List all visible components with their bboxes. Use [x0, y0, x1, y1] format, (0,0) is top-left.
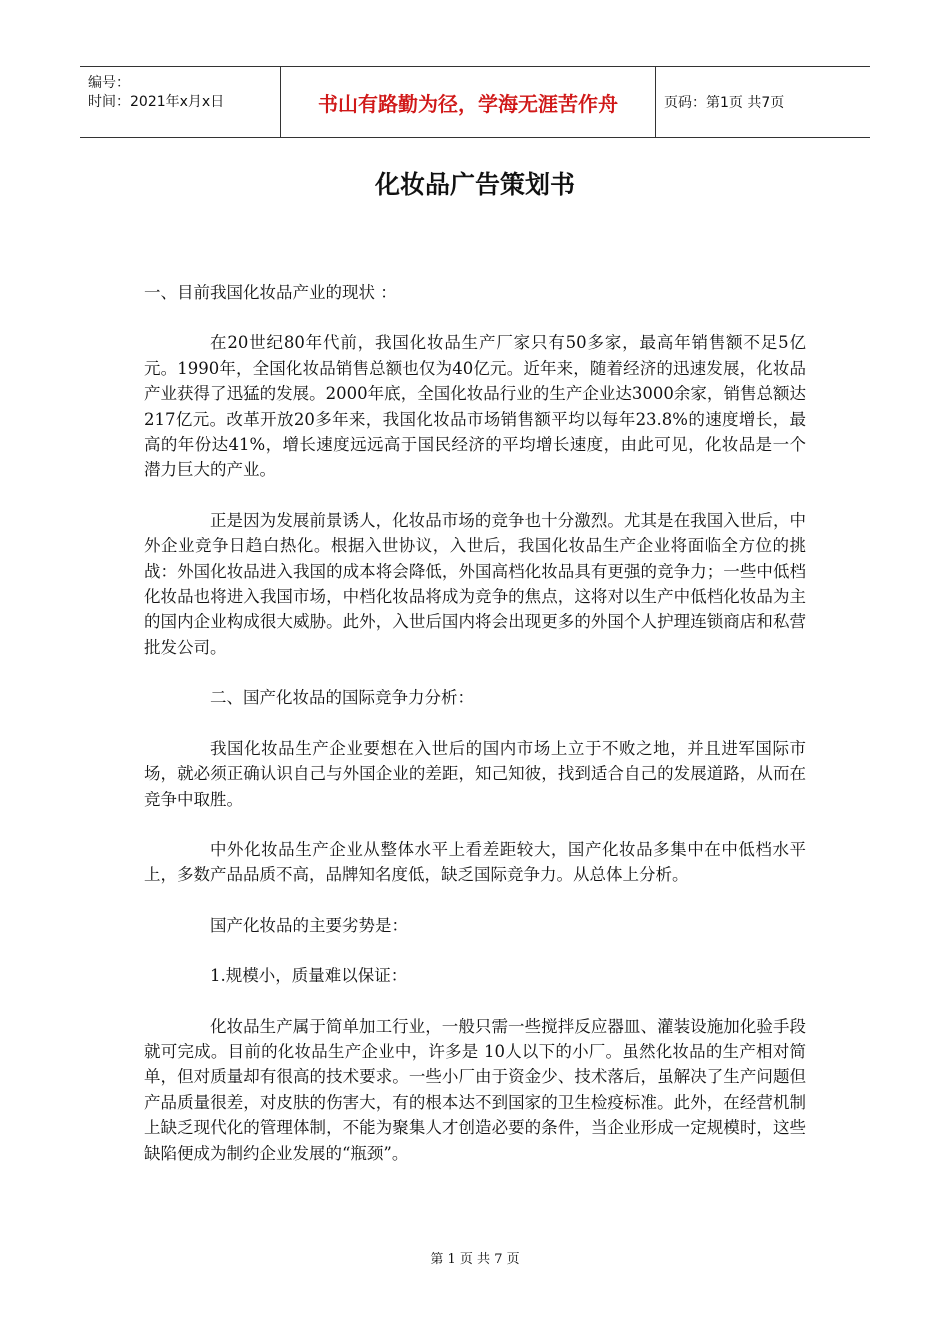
paragraph: 我国化妆品生产企业要想在入世后的国内市场上立于不败之地，并且进军国际市场，就必须正确认识自己与外国企业的差距，知己知彼，找到适合自己的发展道路，从而在竞争中取胜。 — [144, 738, 806, 809]
page-footer: 第 1 页 共 7 页 — [430, 1252, 520, 1267]
document-title: 化妆品广告策划书 — [374, 170, 575, 199]
document-body — [144, 280, 806, 1191]
page-header — [80, 66, 870, 138]
number-label: 编号： — [88, 75, 130, 91]
paragraph: 在20世纪80年代前，我国化妆品生产厂家只有50多家，最高年销售额不足5亿元。1990年，全国化妆品销售总额也仅为40亿元。近年来，随着经济的迅速发展，化妆品产业获得了迅猛的发展。2000年底，全国化妆品行业的生产企业达3000余家，销售总额达217亿元。改革开放20多年来，我国化妆品市场销售额平均以每年23.8%的速度增长，最高的年份达41%，增长速度远远高于国民经济的平均增长速度，由此可见，化妆品是一个潜力巨大的产业。 — [144, 333, 806, 480]
section-heading-2: 二、国产化妆品的国际竞争力分析： — [210, 688, 474, 708]
time-label: 时间：2021年x月x日 — [88, 94, 225, 110]
section-heading-1: 一、目前我国化妆品产业的现状 ： — [144, 283, 397, 302]
paragraph: 化妆品生产属于简单加工行业，一般只需一些搅拌反应器皿、灌装设施加化验手段就可完成。目前的化妆品生产企业中，许多是 10人以下的小厂。虽然化妆品的生产相对简单，但对质量却有很高的技术要求。一些小厂由于资金少、技术落后，虽解决了生产问题但产品质量很差，对皮肤的伤害大，有的根本达不到国家的卫生检疫标准。此外，在经营机制上缺乏现代化的管理体制，不能为聚集人才创造必要的条件，当企业形成一定规模时，这些缺陷便成为制约企业发展的“瓶颈”。 — [144, 1016, 806, 1163]
header-left-cell — [80, 67, 280, 137]
paragraph: 中外化妆品生产企业从整体水平上看差距较大，国产化妆品多集中在中低档水平上，多数产品品质不高，品牌知名度低，缺乏国际竞争力。从总体上分析。 — [144, 839, 806, 885]
header-motto: 书山有路勤为径，学海无涯苦作舟 — [280, 67, 656, 137]
paragraph: 国产化妆品的主要劣势是： — [210, 915, 408, 935]
paragraph: 正是因为发展前景诱人，化妆品市场的竞争也十分激烈。尤其是在我国入世后，中外企业竞争日趋白热化。根据入世协议，入世后，我国化妆品生产企业将面临全方位的挑战：外国化妆品进入我国的成本将会降低，外国高档化妆品具有更强的竞争力；一些中低档化妆品也将进入我国市场，中档化妆品将成为竞争的焦点，这将对以生产中低档化妆品为主的国内企业构成很大威胁。此外，入世后国内将会出现更多的外国个人护理连锁商店和私营批发公司。 — [144, 510, 806, 657]
header-page-code: 页码：第1页 共7页 — [664, 95, 785, 111]
list-heading: 1.规模小，质量难以保证： — [210, 966, 408, 986]
